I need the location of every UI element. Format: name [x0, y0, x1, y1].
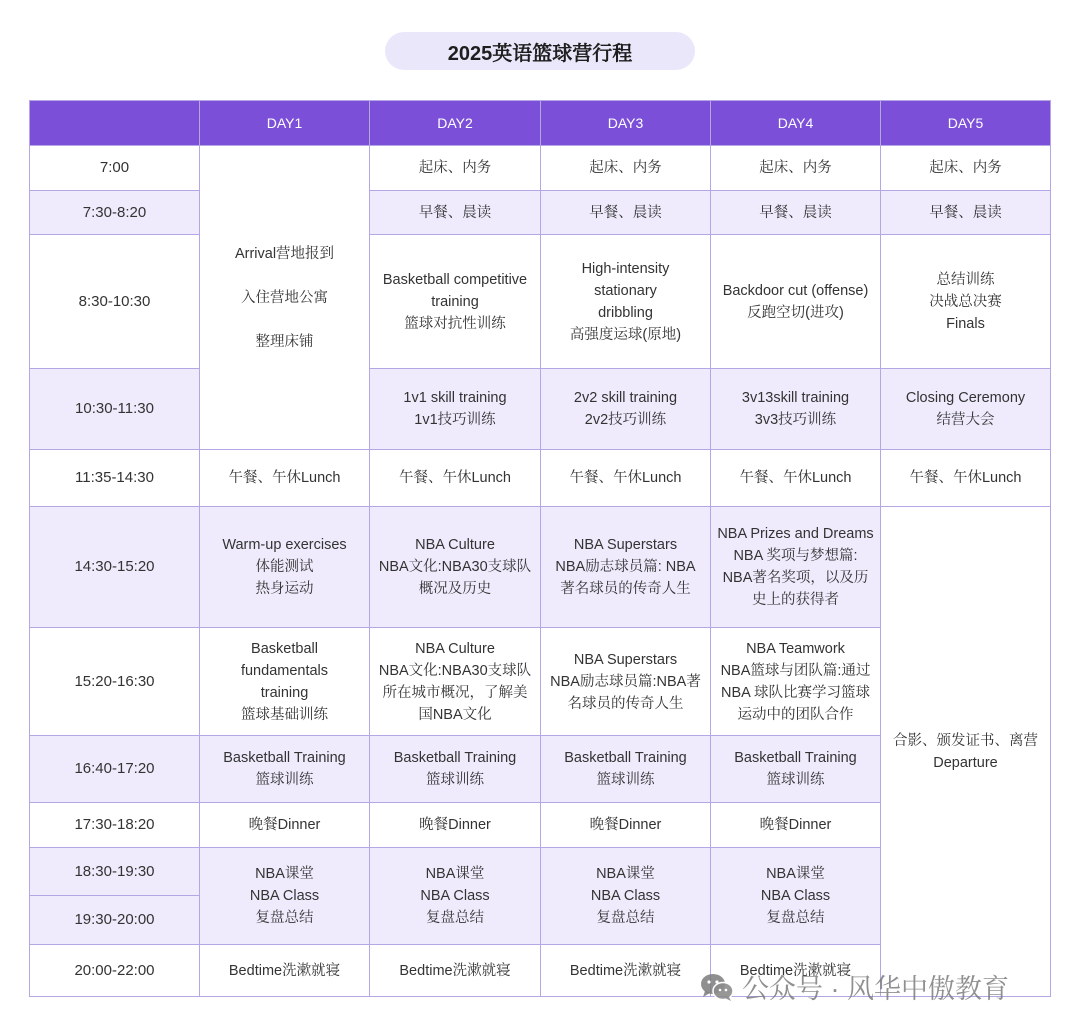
day5-breakfast-cell: 早餐、晨读: [881, 191, 1050, 234]
cell-line: NBA Class: [420, 888, 490, 904]
schedule-table: [29, 100, 1051, 997]
cell-line: 1v1技巧训练: [414, 412, 496, 428]
time-cell: 19:30-20:00: [30, 896, 199, 944]
cell-line: 体能测试: [255, 559, 314, 575]
wechat-icon: [700, 972, 734, 1002]
cell-line: NBA Class: [590, 888, 661, 904]
cell-line: 复盘总结: [596, 910, 655, 926]
day5-session-1030-cell: [881, 369, 1050, 449]
cell-line: Basketball Training: [564, 750, 687, 766]
day4-session-1430-cell: [711, 507, 880, 627]
cell-line: Finals: [946, 315, 985, 332]
time-cell: 10:30-11:30: [30, 369, 199, 449]
cell-line: NBA Class: [249, 888, 320, 904]
day1-dinner-cell: 晚餐Dinner: [200, 803, 369, 847]
time-cell: 14:30-15:20: [30, 507, 199, 627]
day1-session-1520-cell: [200, 628, 369, 735]
page-title: 2025英语篮球营行程: [385, 32, 695, 70]
cell-line: Basketball Training: [393, 750, 517, 766]
day5-wake-cell: 起床、内务: [881, 146, 1050, 190]
header-corner: [30, 101, 199, 145]
time-cell: 20:00-22:00: [30, 945, 199, 996]
day4-training-cell: [711, 736, 880, 802]
time-cell: 11:35-14:30: [30, 450, 199, 506]
time-cell: 15:20-16:30: [30, 628, 199, 735]
time-cell: 18:30-19:30: [30, 848, 199, 895]
cell-line: 著名球员的传奇人生: [560, 581, 691, 597]
cell-line: 所在城市概况，了解美: [382, 684, 528, 701]
day3-lunch-cell: 午餐、午休Lunch: [541, 450, 710, 506]
day4-wake-cell: 起床、内务: [711, 146, 880, 190]
day2-lunch-cell: 午餐、午休Lunch: [370, 450, 540, 506]
cell-line: NBA 奖项与梦想篇:: [733, 548, 858, 564]
cell-line: NBA励志球员篇: NBA: [555, 559, 696, 575]
header-day1: DAY1: [200, 101, 369, 145]
cell-line: NBA著名奖项，以及历: [722, 570, 869, 586]
day3-wake-cell: 起床、内务: [541, 146, 710, 190]
cell-line: 热身运动: [255, 581, 314, 597]
cell-line: 史上的获得者: [752, 592, 839, 608]
day3-bedtime-cell: Bedtime洗漱就寝: [541, 945, 710, 996]
day4-session-1520-cell: [711, 628, 880, 735]
cell-line: Backdoor cut (offense): [722, 282, 869, 299]
cell-line: 高强度运球(原地): [569, 326, 682, 343]
cell-line: 复盘总结: [426, 910, 484, 926]
cell-line: 结营大会: [936, 412, 995, 428]
day2-training-cell: [370, 736, 540, 802]
cell-line: NBA Class: [760, 888, 831, 904]
cell-line: 3v3技巧训练: [754, 412, 837, 428]
cell-line: 复盘总结: [255, 910, 314, 926]
cell-line: 总结训练: [936, 271, 995, 288]
cell-line: Basketball Training: [223, 750, 346, 766]
cell-line: NBA 球队比赛学习篮球: [720, 684, 871, 701]
cell-line: NBA Superstars: [573, 651, 678, 668]
cell-line: NBA Superstars: [573, 537, 678, 553]
day4-dinner-cell: 晚餐Dinner: [711, 803, 880, 847]
day2-session-1520-cell: [370, 628, 540, 735]
day3-session-1430-cell: [541, 507, 710, 627]
cell-line: 决战总决赛: [929, 293, 1002, 310]
day3-training-cell: [541, 736, 710, 802]
cell-line: Basketball: [251, 640, 318, 657]
cell-line: 反跑空切(进攻): [747, 304, 844, 321]
day3-session-1030-cell: [541, 369, 710, 449]
time-cell: 8:30-10:30: [30, 235, 199, 368]
day4-evening-cell: [711, 848, 880, 944]
day2-bedtime-cell: Bedtime洗漱就寝: [370, 945, 540, 996]
cell-line: stationary: [594, 282, 657, 299]
watermark: [700, 967, 1009, 1006]
day2-evening-cell: [370, 848, 540, 944]
cell-line: 篮球训练: [766, 772, 825, 788]
cell-line: Basketball Training: [734, 750, 857, 766]
cell-line: 国NBA文化: [418, 706, 492, 723]
time-cell: 7:00: [30, 146, 199, 190]
day4-bedtime-cell: Bedtime洗漱就寝: [711, 945, 880, 996]
day2-session-1030-cell: [370, 369, 540, 449]
cell-line: 篮球训练: [596, 772, 655, 788]
cell-line: 篮球训练: [255, 772, 314, 788]
day3-dinner-cell: 晚餐Dinner: [541, 803, 710, 847]
cell-line: 复盘总结: [766, 910, 825, 926]
day1-training-cell: [200, 736, 369, 802]
cell-line: Arrival营地报到: [234, 245, 335, 262]
cell-line: 概况及历史: [418, 581, 492, 597]
cell-line: 2v2 skill training: [573, 390, 678, 406]
day5-session-0830-cell: [881, 235, 1050, 368]
cell-line: 3v13skill training: [741, 390, 850, 406]
time-cell: 17:30-18:20: [30, 803, 199, 847]
day3-session-1520-cell: [541, 628, 710, 735]
day3-breakfast-cell: 早餐、晨读: [541, 191, 710, 234]
day1-evening-cell: [200, 848, 369, 944]
header-day5: DAY5: [881, 101, 1050, 145]
header-day2: DAY2: [370, 101, 540, 145]
day2-breakfast-cell: 早餐、晨读: [370, 191, 540, 234]
cell-line: NBA课堂: [255, 866, 314, 882]
cell-line: training: [431, 293, 479, 310]
cell-line: 合影、颁发证书、离营: [893, 732, 1038, 749]
cell-line: 整理床铺: [255, 333, 314, 350]
cell-line: NBA励志球员篇:NBA著: [550, 673, 701, 690]
cell-line: NBA课堂: [596, 866, 655, 882]
day5-departure-cell: [881, 507, 1050, 996]
cell-line: NBA Culture: [415, 537, 495, 553]
cell-line: Warm-up exercises: [222, 537, 347, 553]
cell-line: Departure: [933, 754, 998, 771]
cell-line: fundamentals: [240, 662, 329, 679]
day2-dinner-cell: 晚餐Dinner: [370, 803, 540, 847]
cell-line: NBA文化:NBA30支球队: [378, 559, 532, 575]
cell-line: dribbling: [598, 304, 653, 321]
day2-session-0830-cell: [370, 235, 540, 368]
cell-line: 入住营地公寓: [241, 289, 328, 306]
header-day3: DAY3: [541, 101, 710, 145]
cell-line: NBA课堂: [425, 866, 485, 882]
cell-line: 运动中的团队合作: [737, 706, 854, 723]
day4-breakfast-cell: 早餐、晨读: [711, 191, 880, 234]
cell-line: training: [260, 684, 309, 701]
day2-wake-cell: 起床、内务: [370, 146, 540, 190]
cell-line: NBA Teamwork: [746, 640, 845, 657]
cell-line: 名球员的传奇人生: [567, 695, 684, 712]
day1-session-1430-cell: [200, 507, 369, 627]
cell-line: NBA篮球与团队篇:通过: [720, 662, 871, 679]
day1-lunch-cell: 午餐、午休Lunch: [200, 450, 369, 506]
cell-line: 1v1 skill training: [403, 390, 507, 406]
day5-lunch-cell: 午餐、午休Lunch: [881, 450, 1050, 506]
cell-line: 篮球训练: [426, 772, 484, 788]
time-cell: 16:40-17:20: [30, 736, 199, 802]
day4-lunch-cell: 午餐、午休Lunch: [711, 450, 880, 506]
day1-arrival-cell: [200, 146, 369, 449]
cell-line: 2v2技巧训练: [584, 412, 667, 428]
cell-line: NBA Culture: [415, 640, 495, 657]
cell-line: High-intensity: [581, 260, 670, 277]
cell-line: 篮球对抗性训练: [404, 315, 506, 332]
cell-line: Closing Ceremony: [905, 390, 1026, 406]
watermark-text: 公众号 · 风华中傲教育: [742, 974, 1009, 1004]
day2-session-1430-cell: [370, 507, 540, 627]
day3-session-0830-cell: [541, 235, 710, 368]
header-day4: DAY4: [711, 101, 880, 145]
day4-session-0830-cell: [711, 235, 880, 368]
cell-line: NBA文化:NBA30支球队: [378, 662, 532, 679]
cell-line: NBA课堂: [766, 866, 825, 882]
cell-line: NBA Prizes and Dreams: [717, 526, 874, 542]
day4-session-1030-cell: [711, 369, 880, 449]
day1-bedtime-cell: Bedtime洗漱就寝: [200, 945, 369, 996]
day3-evening-cell: [541, 848, 710, 944]
time-cell: 7:30-8:20: [30, 191, 199, 234]
cell-line: 篮球基础训练: [241, 706, 328, 723]
cell-line: Basketball competitive: [382, 271, 528, 288]
